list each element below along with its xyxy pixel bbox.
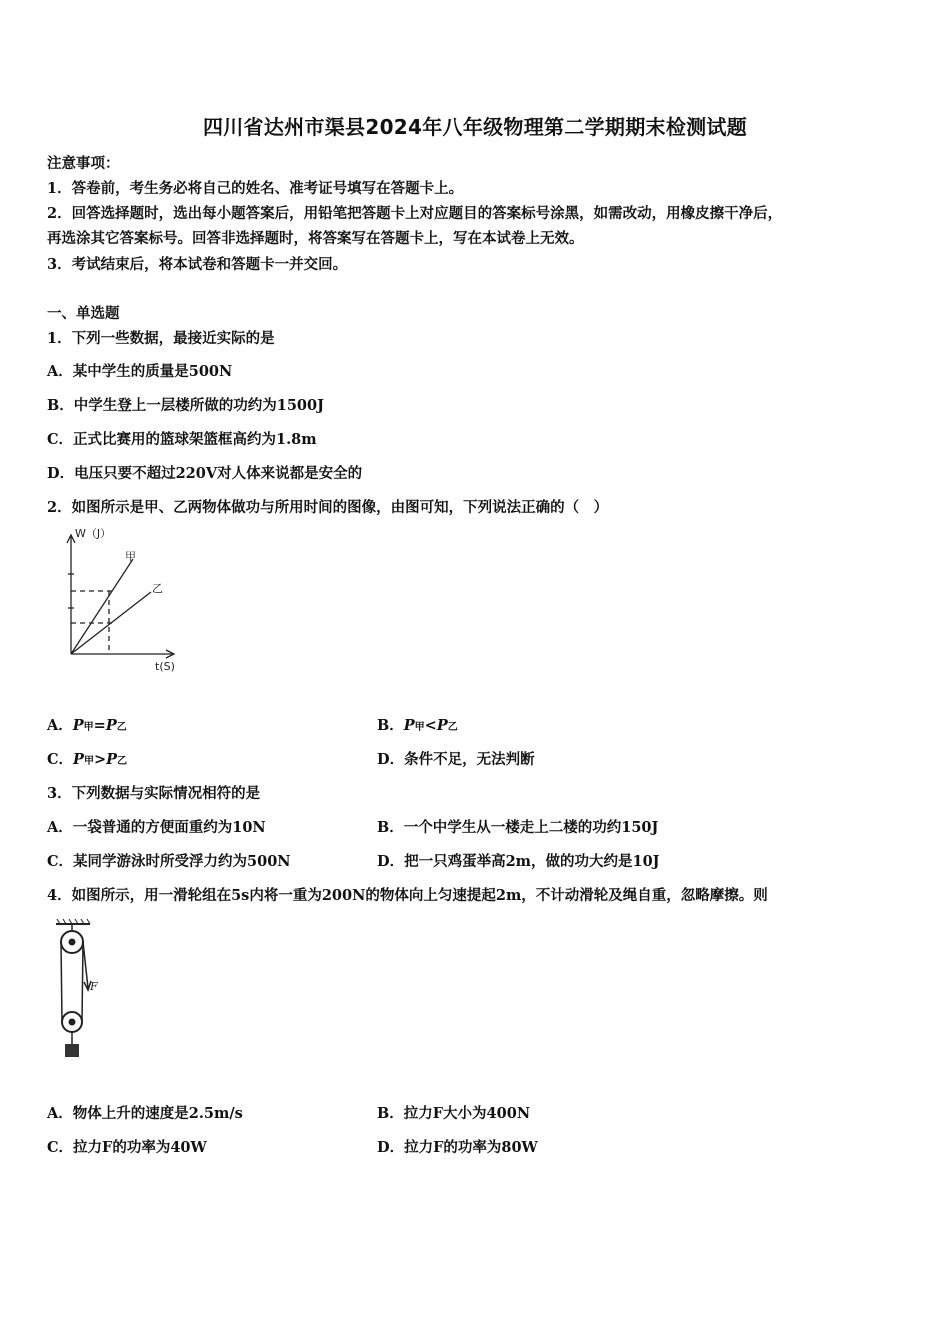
pulley-system-figure <box>50 918 110 1063</box>
question-3-option-d: D．把一只鸡蛋举高2m，做的功大约是10J <box>377 853 660 870</box>
section-heading: 一、单选题 <box>47 305 120 322</box>
question-1-stem: 1．下列一些数据，最接近实际的是 <box>47 330 275 347</box>
question-2-option-a: A．P甲=P乙 <box>47 717 127 734</box>
question-2-stem: 2．如图所示是甲、乙两物体做功与所用时间的图像，由图可知，下列说法正确的（ ） <box>47 499 609 516</box>
question-2-option-b: B．P甲<P乙 <box>377 717 458 734</box>
graph-y-axis-label: W（J） <box>75 527 112 540</box>
work-time-graph <box>55 522 190 677</box>
question-2-option-d: D．条件不足，无法判断 <box>377 751 535 768</box>
question-1-option-a: A．某中学生的质量是500N <box>47 363 233 380</box>
question-4-option-d: D．拉力F的功率为80W <box>377 1139 538 1156</box>
notice-item-2: 2．回答选择题时，选出每小题答案后，用铅笔把答题卡上对应题目的答案标号涂黑，如需改动，用橡皮擦干净后， <box>47 205 783 222</box>
question-3-stem: 3．下列数据与实际情况相符的是 <box>47 785 261 802</box>
question-4-option-b: B．拉力F大小为400N <box>377 1105 531 1122</box>
graph-line-jia-label: 甲 <box>125 550 136 563</box>
pulley-force-label: F <box>90 980 98 993</box>
notice-item-1: 1．答卷前，考生务必将自己的姓名、准考证号填写在答题卡上。 <box>47 180 464 197</box>
question-4-option-a: A．物体上升的速度是2.5m/s <box>47 1105 243 1122</box>
question-4-stem: 4．如图所示，用一滑轮组在5s内将一重为200N的物体向上匀速提起2m，不计动滑轮及绳自重，忽略摩擦。则 <box>47 887 768 904</box>
page-title: 四川省达州市渠县2024年八年级物理第二学期期末检测试题 <box>202 115 748 139</box>
question-1-option-c: C．正式比赛用的篮球架篮框高约为1.8m <box>47 431 317 448</box>
question-3-option-a: A．一袋普通的方便面重约为10N <box>47 819 266 836</box>
question-1-option-d: D．电压只要不超过220V对人体来说都是安全的 <box>47 465 363 482</box>
question-3-option-c: C．某同学游泳时所受浮力约为500N <box>47 853 291 870</box>
question-4-option-c: C．拉力F的功率为40W <box>47 1139 207 1156</box>
question-1-option-b: B．中学生登上一层楼所做的功约为1500J <box>47 397 324 414</box>
graph-line-yi-label: 乙 <box>152 582 163 595</box>
question-3-option-b: B．一个中学生从一楼走上二楼的功约150J <box>377 819 659 836</box>
notice-heading: 注意事项： <box>47 155 120 172</box>
graph-x-axis-label: t(S) <box>155 660 175 673</box>
notice-item-3: 3．考试结束后，将本试卷和答题卡一并交回。 <box>47 256 348 273</box>
question-2-option-c: C．P甲>P乙 <box>47 751 128 768</box>
notice-item-2-cont: 再选涂其它答案标号。回答非选择题时，将答案写在答题卡上，写在本试卷上无效。 <box>47 230 584 247</box>
